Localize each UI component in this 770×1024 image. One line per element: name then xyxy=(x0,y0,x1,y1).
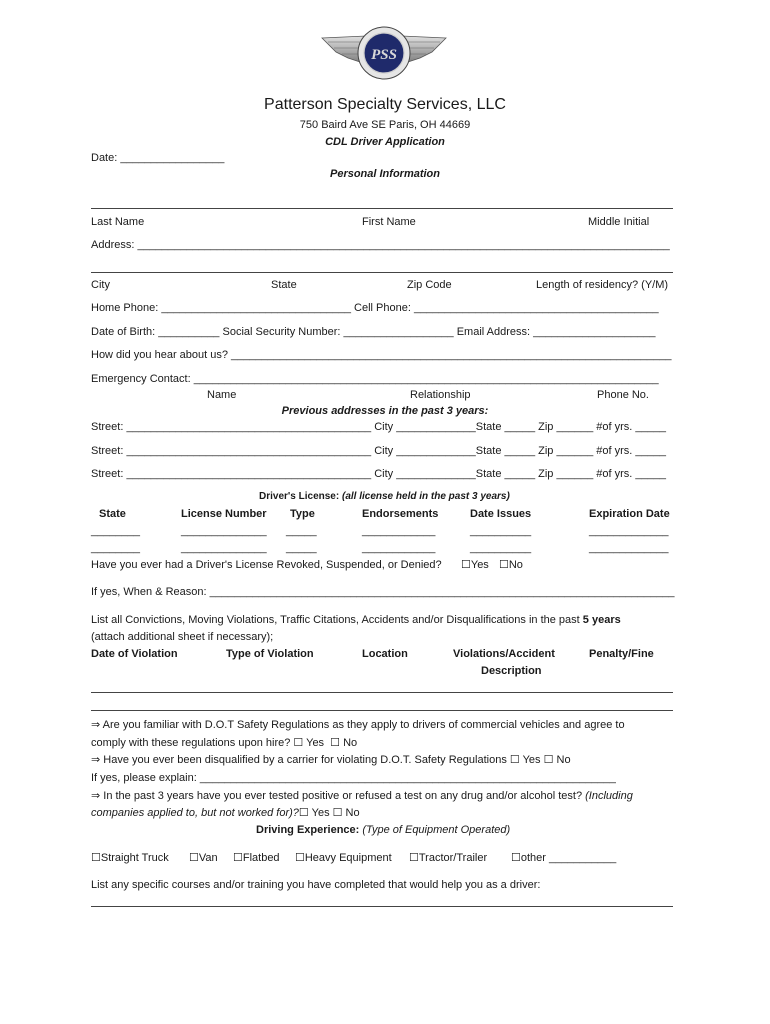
drug-test-answer[interactable] xyxy=(91,806,360,820)
license-col-type: Type xyxy=(290,508,315,520)
drug-test-question xyxy=(91,789,633,803)
revoked-yes-checkbox[interactable]: ☐Yes xyxy=(461,559,489,571)
license-col-endorsements: Endorsements xyxy=(362,508,439,520)
revoked-reason-field[interactable]: If yes, When & Reason: ____________________________________________________________________________ xyxy=(91,586,675,598)
courses-field-line[interactable] xyxy=(91,906,673,907)
exp-van-checkbox[interactable]: ☐Van xyxy=(189,852,218,864)
license-blank-state[interactable]: ________ xyxy=(91,525,140,537)
ec-relationship-label: Relationship xyxy=(410,389,471,401)
exp-flatbed-checkbox[interactable]: ☐Flatbed xyxy=(233,852,280,864)
city-field-line[interactable] xyxy=(91,272,673,273)
form-title: CDL Driver Application xyxy=(325,136,445,148)
license-blank-type[interactable]: _____ xyxy=(286,525,317,537)
section-personal-heading: Personal Information xyxy=(329,168,441,180)
dot-familiar-answer[interactable]: comply with these regulations upon hire? ☐ Yes ☐ No xyxy=(91,737,358,749)
last-name-label: Last Name xyxy=(91,216,145,228)
drug-test-yes-no[interactable]: ☐ Yes ☐ No xyxy=(298,807,360,819)
first-name-label: First Name xyxy=(362,216,416,228)
disqualified-explain-field[interactable]: If yes, please explain: ____________________________________________________________________ xyxy=(91,772,616,784)
state-label: State xyxy=(271,279,297,291)
referral-field[interactable]: How did you hear about us? ________________________________________________________________________ xyxy=(91,349,672,361)
prev-addresses-heading: Previous addresses in the past 3 years: xyxy=(281,405,489,417)
license-heading-note: (all license held in the past 3 years) xyxy=(341,491,510,502)
emergency-contact-field[interactable]: Emergency Contact: ____________________________________________________________________________ xyxy=(91,373,659,385)
license-col-issued: Date Issues xyxy=(470,508,532,520)
company-logo xyxy=(318,24,450,84)
drug-test-note-a: (Including xyxy=(585,790,633,802)
conv-col-violations: Violations/Accident xyxy=(453,648,555,660)
zip-label: Zip Code xyxy=(407,279,452,291)
license-blank-type[interactable]: _____ xyxy=(286,542,317,554)
license-blank-expiration[interactable]: _____________ xyxy=(589,525,669,537)
license-heading xyxy=(259,490,510,504)
license-blank-issued[interactable]: __________ xyxy=(470,525,532,537)
exp-heavy-equipment-checkbox[interactable]: ☐Heavy Equipment xyxy=(295,852,392,864)
dot-familiar-question: ⇒ Are you familiar with D.O.T Safety Regulations as they apply to drivers of commercial vehicles and agree to xyxy=(91,719,625,731)
license-blank-issued[interactable]: __________ xyxy=(470,542,532,554)
drug-test-question-text: ⇒ In the past 3 years have you ever tested positive or refused a test on any drug and/or alcohol test? xyxy=(91,790,583,802)
phone-fields[interactable]: Home Phone: _______________________________ Cell Phone: ________________________________________ xyxy=(91,302,659,314)
conv-col-date: Date of Violation xyxy=(91,648,178,660)
dob-ssn-email-fields[interactable]: Date of Birth: __________ Social Security Number: __________________ Email Address: ____________________ xyxy=(91,326,656,338)
license-blank-number[interactable]: ______________ xyxy=(181,542,267,554)
conv-col-location: Location xyxy=(362,648,408,660)
company-name: Patterson Specialty Services, LLC xyxy=(264,96,506,113)
convictions-intro-text: List all Convictions, Moving Violations, Traffic Citations, Accidents and/or Disqualifications in the past xyxy=(91,614,580,626)
exp-other-checkbox[interactable]: ☐other ___________ xyxy=(511,852,617,864)
license-blank-state[interactable]: ________ xyxy=(91,542,140,554)
company-address: 750 Baird Ave SE Paris, OH 44669 xyxy=(299,119,471,131)
revoked-question: Have you ever had a Driver's License Revoked, Suspended, or Denied? xyxy=(91,559,442,571)
exp-straight-truck-checkbox[interactable]: ☐Straight Truck xyxy=(91,852,169,864)
conviction-entry-line[interactable] xyxy=(91,692,673,693)
courses-question: List any specific courses and/or training you have completed that would help you as a driver: xyxy=(91,879,541,891)
svg-text:PSS: PSS xyxy=(371,47,397,63)
middle-initial-label: Middle Initial xyxy=(588,216,650,228)
license-blank-endorsements[interactable]: ____________ xyxy=(362,525,436,537)
experience-heading-label: Driving Experience: xyxy=(256,824,360,836)
date-field[interactable]: Date: _________________ xyxy=(91,152,225,164)
convictions-intro xyxy=(91,613,621,627)
exp-tractor-trailer-checkbox[interactable]: ☐Tractor/Trailer xyxy=(409,852,488,864)
license-col-state: State xyxy=(99,508,126,520)
conv-col-type: Type of Violation xyxy=(226,648,314,660)
license-blank-number[interactable]: ______________ xyxy=(181,525,267,537)
license-blank-expiration[interactable]: _____________ xyxy=(589,542,669,554)
residency-label: Length of residency? (Y/M) xyxy=(536,279,669,291)
ec-name-label: Name xyxy=(207,389,237,401)
license-col-expiration: Expiration Date xyxy=(589,508,670,520)
conv-col-penalty: Penalty/Fine xyxy=(589,648,654,660)
revoked-no-checkbox[interactable]: ☐No xyxy=(499,559,523,571)
drug-test-note-b: companies applied to, but not worked for)? xyxy=(91,807,299,819)
conviction-entry-line[interactable] xyxy=(91,710,673,711)
conv-col-description: Description xyxy=(481,665,542,677)
city-label: City xyxy=(91,279,110,291)
ec-phone-label: Phone No. xyxy=(597,389,649,401)
license-blank-endorsements[interactable]: ____________ xyxy=(362,542,436,554)
name-field-line[interactable] xyxy=(91,208,673,209)
license-col-number: License Number xyxy=(181,508,267,520)
license-heading-label: Driver's License: xyxy=(259,491,340,502)
experience-heading xyxy=(256,823,510,837)
convictions-intro-note: (attach additional sheet if necessary); xyxy=(91,631,274,643)
convictions-intro-years: 5 years xyxy=(582,614,621,626)
address-field[interactable]: Address: _______________________________________________________________________________________ xyxy=(91,239,670,251)
prev-address-row[interactable]: Street: ________________________________________ City _____________State _____ Zip ______ #of yrs. _____ xyxy=(91,445,666,457)
prev-address-row[interactable]: Street: ________________________________________ City _____________State _____ Zip ______ #of yrs. _____ xyxy=(91,468,666,480)
prev-address-row[interactable]: Street: ________________________________________ City _____________State _____ Zip ______ #of yrs. _____ xyxy=(91,421,666,433)
experience-heading-note: (Type of Equipment Operated) xyxy=(362,824,511,836)
disqualified-question[interactable]: ⇒ Have you ever been disqualified by a carrier for violating D.O.T. Safety Regulations ☐ Yes ☐ No xyxy=(91,754,571,766)
